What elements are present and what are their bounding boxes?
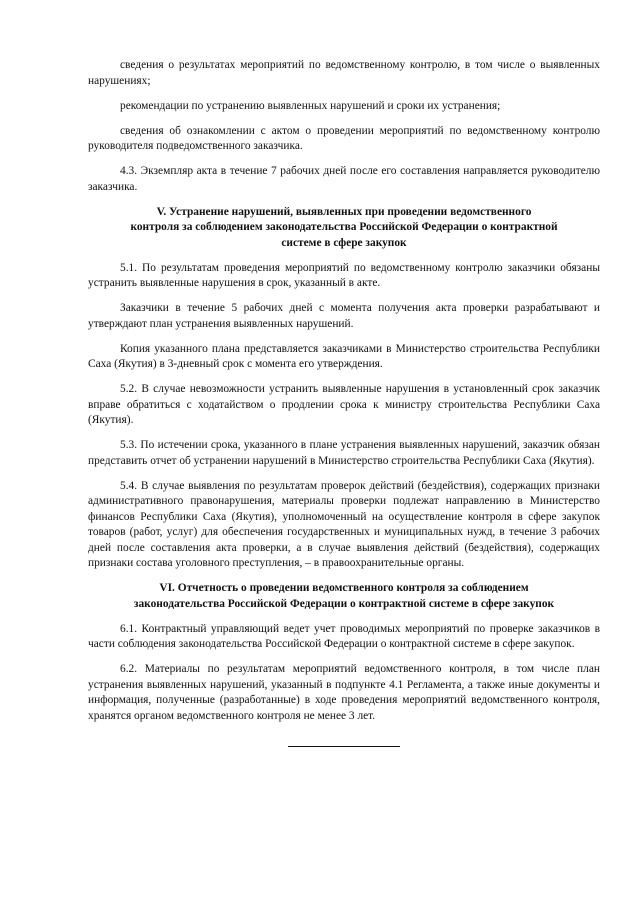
- paragraph-5-4: 5.4. В случае выявления по результатам проверок действий (бездействия), содержащих признаки административного правонарушения, материалы проверки подлежат направлению в Министерство финансов Республики Саха (Якутия), уполномоченный на осуществление контроля в сфере закупок товаров (работ, услуг) для обеспечения государственных и муниципальных нужд, в течение 3 рабочих дней после составления акта проверки, а в случае выявления действий (бездействия), содержащих признаки состава уголовного преступления, – в правоохранительные органы.: [88, 479, 600, 569]
- section-6-heading-line1: VI. Отчетность о проведении ведомственного контроля за соблюдением: [159, 582, 529, 594]
- paragraph-5-3: 5.3. По истечении срока, указанного в плане устранения выявленных нарушений, заказчик обязан представить отчет об устранении нарушений в Министерство строительства Республики Саха (Якутия).: [88, 439, 600, 467]
- paragraph-recommendations: рекомендации по устранению выявленных нарушений и сроки их устранения;: [120, 99, 501, 112]
- paragraph-5-2: 5.2. В случае невозможности устранить выявленные нарушения в установленный срок заказчик вправе обратиться с ходатайством о продлении срока к министру строительства Республики Саха (Якутия).: [88, 383, 600, 426]
- section-6-heading-line2: законодательства Российской Федерации о контрактной системе в сфере закупок: [133, 597, 555, 610]
- section-5-heading-line1: V. Устранение нарушений, выявленных при проведении ведомственного: [156, 205, 532, 218]
- paragraph-acknowledgement: сведения об ознакомлении с актом о проведении мероприятий по ведомственному контролю руководителя подведомственного заказчика.: [88, 124, 600, 152]
- paragraph-plan-copy: Копия указанного плана представляется заказчиками в Министерство строительства Республики Саха (Якутия) в 3-дневный срок с момента его утверждения.: [88, 342, 600, 370]
- section-5-heading-line3: системе в сфере закупок: [281, 236, 407, 249]
- section-5-heading-line2: контроля за соблюдением законодательства Российской Федерации о контрактной: [130, 221, 558, 233]
- paragraph-6-2: 6.2. Материалы по результатам мероприятий ведомственного контроля, в том числе план устранения выявленных нарушений, указанный в подпункте 4.1 Регламента, а также иные документы и информация, полученные (разработанные) в ходе проведения мероприятий ведомственного контроля, хранятся органом ведомственного контроля не менее 3 лет.: [88, 663, 600, 722]
- paragraph-plan-development: Заказчики в течение 5 рабочих дней с момента получения акта проверки разрабатывают и утверждают план устранения выявленных нарушений.: [88, 302, 600, 330]
- section-6-heading: [88, 581, 600, 612]
- section-5-heading: [88, 205, 600, 252]
- paragraph-violations-info: сведения о результатах мероприятий по ведомственному контролю, в том числе о выявленных нарушениях;: [88, 59, 600, 87]
- paragraph-5-1: 5.1. По результатам проведения мероприятий по ведомственному контролю заказчики обязаны устранить выявленные нарушения в срок, указанный в акте.: [88, 261, 600, 289]
- end-divider: [288, 746, 400, 747]
- paragraph-6-1: 6.1. Контрактный управляющий ведет учет проводимых мероприятий по проверке заказчиков в части соблюдения законодательства Российской Федерации о контрактной системе в сфере закупок.: [88, 622, 600, 650]
- paragraph-4-3: 4.3. Экземпляр акта в течение 7 рабочих дней после его составления направляется руководителю заказчика.: [88, 165, 600, 193]
